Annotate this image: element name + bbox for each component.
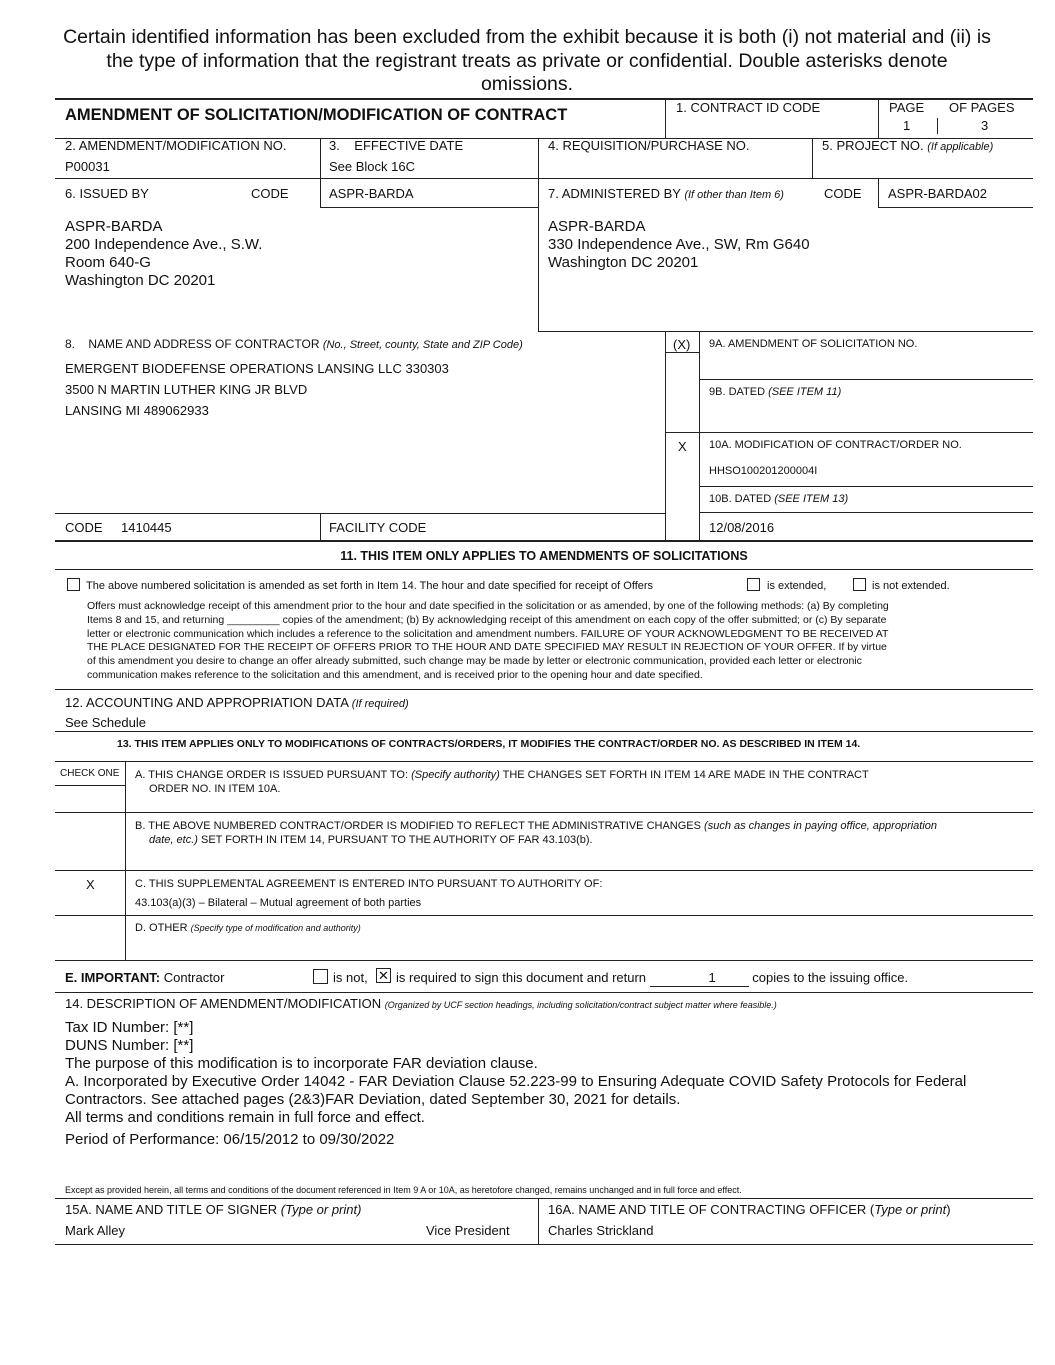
- period-of-performance: Period of Performance: 06/15/2012 to 09/30/2022: [65, 1131, 395, 1148]
- is-required-text: is required to sign this document and return 1 copies to the issuing office.: [396, 970, 909, 985]
- copies-count: 1: [708, 970, 716, 985]
- contractor-code-value: 1410445: [121, 520, 172, 535]
- issued-by-address: ASPR-BARDA 200 Independence Ave., S.W. Room 640-G Washington DC 20201: [65, 218, 263, 289]
- modification-contract-value: HHSO100201200004I: [709, 465, 818, 477]
- issued-code-label: CODE: [251, 186, 289, 201]
- effective-date-value: See Block 16C: [329, 159, 415, 174]
- page-number: 1: [903, 118, 911, 133]
- contracting-officer-label: 16A. NAME AND TITLE OF CONTRACTING OFFICER (Type or print): [548, 1202, 951, 1217]
- redaction-notice: Certain identified information has been excluded from the exhibit because it is both (i) not material and (ii) is the type of information that the registrant treats as private or confidential. Double asterisks denote omissions.: [63, 26, 991, 95]
- dated-10b-value: 12/08/2016: [709, 520, 775, 535]
- project-no-label: 5. PROJECT NO. (If applicable): [822, 138, 994, 153]
- issued-by-label: 6. ISSUED BY: [65, 186, 149, 201]
- administered-code-value: ASPR-BARDA02: [888, 186, 987, 201]
- extended-label: is extended,: [767, 580, 827, 592]
- dated-9b-label: 9B. DATED (SEE ITEM 11): [709, 386, 842, 398]
- item13b-text: B. THE ABOVE NUMBERED CONTRACT/ORDER IS MODIFIED TO REFLECT THE ADMINISTRATIVE CHANGES (such as changes in paying office, appropriation date, etc.) SET FORTH IN ITEM 14, PURSUANT TO THE AUTHORITY OF FAR 43.103(b).: [135, 820, 938, 846]
- amendment-solicitation-label: 9A. AMENDMENT OF SOLICITATION NO.: [709, 338, 918, 350]
- page-label: PAGE: [889, 100, 925, 115]
- signer-label: 15A. NAME AND TITLE OF SIGNER (Type or print): [65, 1202, 362, 1217]
- contractor-address: EMERGENT BIODEFENSE OPERATIONS LANSING LLC 330303 3500 N MARTIN LUTHER KING JR BLVD LANSING MI 489062933: [65, 361, 449, 418]
- signer-title: Vice President: [426, 1223, 510, 1238]
- effective-date-label: 3. EFFECTIVE DATE: [329, 138, 464, 153]
- amendment-no-value: P00031: [65, 159, 110, 174]
- item11-title: 11. THIS ITEM ONLY APPLIES TO AMENDMENTS OF SOLICITATIONS: [340, 549, 748, 563]
- x-column-header: (X): [673, 337, 691, 352]
- except-note: Except as provided herein, all terms and conditions of the document referenced in Item 9 A or 10A, as heretofore changed, remains unchanged and in full force and effect.: [65, 1185, 742, 1195]
- contracting-officer-name: Charles Strickland: [548, 1223, 654, 1238]
- important-label: E. IMPORTANT: Contractor: [65, 970, 225, 985]
- item13-title: 13. THIS ITEM APPLIES ONLY TO MODIFICATIONS OF CONTRACTS/ORDERS, IT MODIFIES THE CONTRACT/ORDER NO. AS DESCRIBED IN ITEM 14.: [117, 738, 861, 750]
- not-extended-label: is not extended.: [872, 580, 950, 592]
- of-pages-number: 3: [981, 118, 989, 133]
- contractor-label: 8. NAME AND ADDRESS OF CONTRACTOR (No., Street, county, State and ZIP Code): [65, 337, 523, 351]
- administered-by-address: ASPR-BARDA 330 Independence Ave., SW, Rm G640 Washington DC 20201: [548, 218, 810, 271]
- description-label: 14. DESCRIPTION OF AMENDMENT/MODIFICATION (Organized by UCF section headings, including solicitation/contract subject matter where feasible.): [65, 996, 777, 1011]
- accounting-value: See Schedule: [65, 715, 146, 730]
- item13a-text: A. THIS CHANGE ORDER IS ISSUED PURSUANT TO: (Specify authority) THE CHANGES SET FORTH IN ITEM 14 ARE MADE IN THE CONTRACT ORDER NO. IN ITEM 10A.: [135, 769, 869, 795]
- mark-10a: X: [678, 439, 687, 454]
- issued-code-value: ASPR-BARDA: [329, 186, 414, 201]
- not-extended-checkbox[interactable]: [853, 578, 866, 591]
- modification-contract-label: 10A. MODIFICATION OF CONTRACT/ORDER NO.: [709, 439, 962, 451]
- mark-13c: X: [86, 877, 95, 892]
- contractor-code-label: CODE: [65, 520, 103, 535]
- is-not-label: is not,: [333, 970, 368, 985]
- solicitation-amended-checkbox[interactable]: [67, 578, 80, 591]
- administered-code-label: CODE: [824, 186, 862, 201]
- description-body: Tax ID Number: [**] DUNS Number: [**] The purpose of this modification is to incorporate FAR deviation clause. A. Incorporated by Executive Order 14042 - FAR Deviation Clause 52.223-99 to Ensuring Adequate COVID Safety Protocols for Federal Contractors. See attached pages (2&3)FAR Deviation, dated September 30, 2021 for details. All terms and conditions remain in full force and effect.: [65, 1019, 967, 1126]
- item13c-value: 43.103(a)(3) – Bilateral – Mutual agreement of both parties: [135, 897, 422, 909]
- signer-name: Mark Alley: [65, 1223, 125, 1238]
- dated-10b-label: 10B. DATED (SEE ITEM 13): [709, 493, 849, 505]
- is-required-checkbox[interactable]: ✕: [376, 968, 391, 983]
- of-pages-label: OF PAGES: [949, 100, 1015, 115]
- item11-instructions: Offers must acknowledge receipt of this amendment prior to the hour and date specified in the solicitation or as amended, by one of the following methods: (a) By completing Items 8 and 15, and returning _________ copies of the amendment; (b) By acknowledging receipt of this amendment on each copy of the offer submitted; or (c) By separate letter or electronic communication which includes a reference to the solicitation and amendment numbers. FAILURE OF YOUR ACKNOWLEDGMENT TO BE RECEIVED AT THE PLACE DESIGNATED FOR THE RECEIPT OF OFFERS PRIOR TO THE HOUR AND DATE SPECIFIED MAY RESULT IN REJECTION OF YOUR OFFER. If by virtue of this amendment you desire to change an offer already submitted, such change may be made by letter or electronic communication, provided each letter or electronic communication makes reference to the solicitation and this amendment, and is received prior to the opening hour and date specified.: [87, 600, 889, 681]
- item11-line1: The above numbered solicitation is amended as set forth in Item 14. The hour and date specified for receipt of Offers: [86, 580, 654, 592]
- extended-checkbox[interactable]: [747, 578, 760, 591]
- administered-by-label: 7. ADMINISTERED BY (If other than Item 6): [548, 186, 784, 201]
- requisition-label: 4. REQUISITION/PURCHASE NO.: [548, 138, 750, 153]
- is-not-checkbox[interactable]: [313, 969, 328, 984]
- amendment-no-label: 2. AMENDMENT/MODIFICATION NO.: [65, 138, 287, 153]
- item13c-text: C. THIS SUPPLEMENTAL AGREEMENT IS ENTERED INTO PURSUANT TO AUTHORITY OF:: [135, 878, 603, 890]
- item13d-text: D. OTHER (Specify type of modification and authority): [135, 922, 361, 934]
- accounting-label: 12. ACCOUNTING AND APPROPRIATION DATA (If required): [65, 695, 409, 710]
- form-title: AMENDMENT OF SOLICITATION/MODIFICATION OF CONTRACT: [65, 106, 568, 124]
- contract-id-label: 1. CONTRACT ID CODE: [676, 100, 821, 115]
- facility-code-label: FACILITY CODE: [329, 520, 427, 535]
- check-one-label: CHECK ONE: [60, 768, 120, 779]
